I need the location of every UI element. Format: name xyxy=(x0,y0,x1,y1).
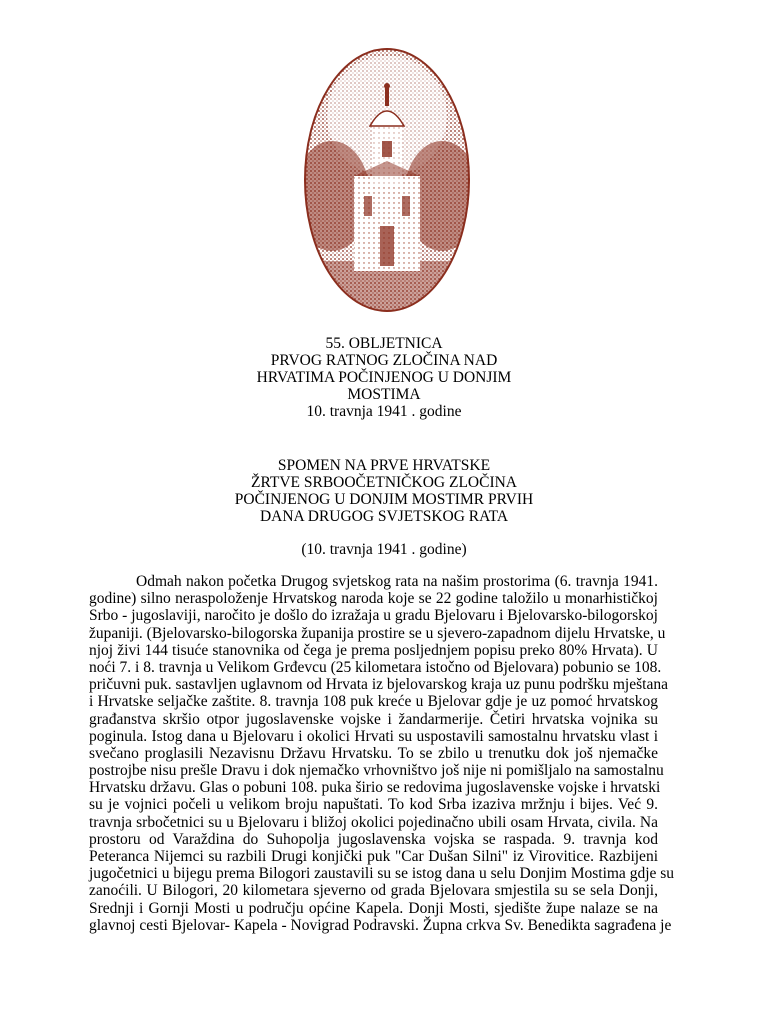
body-line: prostoru od Varaždina do Suhopolja jugoslavenska vojska se raspada. 9. travnja kod xyxy=(89,830,658,848)
church-emblem xyxy=(302,46,472,314)
body-line: noći 7. i 8. travnja u Velikom Grđevcu (25 kilometara istočno od Bjelovara) pobunio se 108. xyxy=(89,658,662,676)
body-line: njoj živi 144 tisuće stanovnika od čega je prema posljednjem popisu preko 80% Hrvata). U xyxy=(89,641,658,659)
body-line: građanstva skršio otpor jugoslavenske vojske i žandarmerije. Četiri hrvatska vojnika su xyxy=(89,710,658,728)
title-line: HRVATIMA POČINJENOG U DONJIM xyxy=(256,369,512,386)
subtitle-line: ŽRTVE SRBOOČETNIČKOG ZLOČINA xyxy=(250,474,517,491)
memorial-title xyxy=(0,335,768,420)
body-line: poginula. Istog dana u Bjelovaru i okolici Hrvati su uspostavili samostalnu hrvatsku vlast i xyxy=(89,727,658,745)
subtitle-line: SPOMEN NA PRVE HRVATSKE xyxy=(277,457,491,474)
body-line: Hrvatsku državu. Glas o pobuni 108. puka širio se redovima jugoslavenske vojske i hrvatski xyxy=(89,779,661,797)
body-line: Odmah nakon početka Drugog svjetskog rata na našim prostorima (6. travnja 1941. xyxy=(136,573,658,590)
body-paragraph xyxy=(89,573,675,934)
body-line: Peteranca Nijemci su razbili Drugi konjički puk "Car Dušan Silni" iz Virovitice. Razbijeni xyxy=(89,848,658,865)
body-line: Srbo - jugoslaviji, naročito je došlo do izražaja u gradu Bjelovaru i Bjelovarsko-bilogorskoj xyxy=(89,607,658,625)
subtitle-line: DANA DRUGOG SVJETSKOG RATA xyxy=(259,508,509,525)
memorial-subtitle xyxy=(0,457,768,525)
title-line: 55. OBLJETNICA xyxy=(325,335,443,352)
body-line: postrojbe nisu prešle Dravu i dok njemačko vrhovništvo još nije ni pomišljalo na samostalnu xyxy=(89,762,664,780)
subtitle-line: POČINJENOG U DONJIM MOSTIMR PRVIH xyxy=(234,491,534,508)
title-date: 10. travnja 1941 . godine xyxy=(306,403,462,420)
body-line: županiji. (Bjelovarsko-bilogorska županija prostire se u sjevero-zapadnom dijelu Hrvatske, u xyxy=(89,624,666,642)
body-line: pričuvni puk. sastavljen uglavnom od Hrvata iz bjelovarskog kraja uz punu podršku mještana xyxy=(89,676,668,694)
body-line: glavnoj cesti Bjelovar- Kapela - Novigrad Podravski. Župna crkva Sv. Benedikta sagrađena je xyxy=(89,916,672,934)
body-line: zanoćili. U Bilogori, 20 kilometara sjeverno od grada Bjelovara smjestila su se sela Donji, xyxy=(89,882,658,900)
body-line: svečano proglasili Nezavisnu Državu Hrvatsku. To se zbilo u trenutku dok još njemačke xyxy=(89,744,658,762)
body-line: jugočetnici u bijegu prema Bilogori zaustavili su se istog dana u selu Donjim Mostima gdje su xyxy=(89,865,675,883)
body-line: su je vojnici počeli u velikom broju napuštati. To kod Srba izaziva mržnju i bijes. Već 9. xyxy=(89,796,658,814)
date-line: (10. travnja 1941 . godine) xyxy=(301,541,467,558)
body-line: godine) silno neraspoloženje Hrvatskog naroda koje se 22 godine taložilo u monarhističkoj xyxy=(89,590,658,608)
body-line: i Hrvatske seljačke zaštite. 8. travnja 108 puk kreće u Bjelovar gdje je uz pomoć hrvatskog xyxy=(89,693,658,711)
title-line: PRVOG RATNOG ZLOČINA NAD xyxy=(270,352,498,369)
title-line: MOSTIMA xyxy=(347,386,421,403)
body-line: Srednji i Gornji Mosti u području općine Kapela. Donji Mosti, sjedište župe nalaze se na xyxy=(89,899,658,917)
body-line: travnja srbočetnici su u Bjelovaru i bližoj okolici pojedinačno ubili osam Hrvata, civila. Na xyxy=(89,813,658,831)
